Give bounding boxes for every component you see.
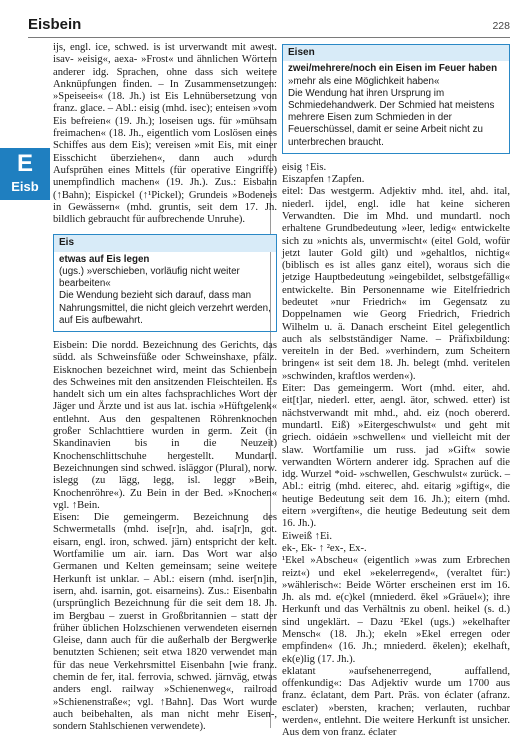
entry-eitel: eitel: Das westgerm. Adjektiv mhd. itel, ahd. ital, niederl. ijdel, engl. idle hat keine sicheren Verwandten. Die im Mhd. und mundartl. noch erhaltene Grundbedeutung »leer, ledig« entwickelte sich zu »nichts als, unvermischt« (eitel Gold, wofür jetzt lauter Gold gilt) und »gehaltlos, nichtig« (biblisch es ist alles ganz eitel), woraus sich die jetzige Hauptbedeutung »eingebildet, selbstgefällig« entwickelte. Bin Personenname wie Eitelfriedrich bedeutet »nur Friedrich« im Gegensatz zu Doppelnamen wie Georg Friedrich, Friedrich Wilhelm u. ä. Danach erscheint Eitel gelegentlich auch als selbstständiger Name. – Präfixbildung: vereiteln in der Bed. »verhindern, zum Scheitern bringen« ist seit dem 18. Jh. belegt (mhd. veritelen »schwinden, kraftlos werden«). [282, 186, 510, 382]
idiom-note: Die Wendung bezieht sich darauf, dass man Nahrungsmittel, die nicht gleich verzehrt werden, auf Eis aufbewahrt. [59, 290, 271, 326]
idiom-box-eis [53, 234, 277, 332]
right-column [282, 42, 510, 740]
entry-eisen: Eisen: Die gemeingerm. Bezeichnung des Schwermetalls (mhd. ise[r]n, ahd. isa[r]n, got. eisarn, engl. iron, schwed. järn) entspricht der kelt. Wortfamilie um air. iarn. Das Wort war also Germanen und Kelten gemeinsam; seine weitere Herkunft ist unklar. – Abl.: eisern (mhd. iser[n]in, isern, ahd. isarnin, got. eisarneins). Zus.: Eisenbahn (ursprünglich Bezeichnung für die seit dem 18. Jh. im Bergbau – zuerst in Großbritannien – statt der früher üblichen Holzschienen verwendeten eisernen Gleise, dann auch für die außerhalb der Bergwerke benutzten Schienen; seit etwa 1820 verwendet man für das neue Verkehrsmittel Eisenbahn [wie franz. chemin de fer, ital. ferrovia, schwed. järnväg, etwas anders engl. railway »Schienenweg«, railroad »Schienenstraße«; vgl. ↑Bahn]. Das Wort wurde auch beibehalten, als man nicht mehr Eisen-, sondern Stahlschienen verwendete). [53, 512, 277, 733]
thumb-index-letter: E [16, 150, 33, 177]
idiom-note: Die Wendung hat ihren Ursprung im Schmiedehandwerk. Der Schmied hat meistens mehrere Eisen zum Schmieden in der Feuerschüssel, damit er seine Arbeit nicht zu unterbrechen braucht. [288, 87, 495, 148]
entry-eklatant: eklatant »aufsehenerregend, auffallend, offenkundig«: Das Adjektiv wurde um 1700 aus franz. éclatant, dem Part. Präs. von éclater (afranz. esclater) »bersten, krachen; verlauten, ruchbar werden«, entlehnt. Die weitere Herkunft ist unsicher. Aus dem von franz. éclater [282, 665, 510, 739]
entry-ek: ek-, Ek- ↑ ²ex-, Ex-. [282, 542, 367, 554]
entry-ekel: ¹Ekel »Abscheu« (eigentlich »was zum Erbrechen reizt«) und ekel »ekelerregend«, (veraltet für:) »wählerisch«: Beide Wörter erscheinen erst im 16. Jh. als md. e(c)kel (mniederd. ēkel »Gräuel«); ihre Herkunft und das Verhältnis zu obenl. heikel (s. d.) sind ungeklärt. – Dazu ²Ekel (ugs.) »ekelhafter Mensch« (18. Jh.); ekeln »Ekel erregen oder empfinden« (16. Jh.; mniederd. ēkelen); ekelhaft, ek(e)lig (17. Jh.). [282, 555, 510, 665]
idiom-phrase: zwei/mehrere/noch ein Eisen im Feuer haben [288, 63, 498, 75]
left-column [53, 42, 277, 733]
idiom-box-title: Eis [54, 235, 276, 251]
idiom-box-body [283, 61, 509, 152]
entry-eiweiss: Eiweiß ↑Ei. [282, 530, 333, 542]
entry-eiszapfen: Eiszapfen ↑Zapfen. [282, 174, 365, 186]
header-rule [28, 37, 510, 38]
idiom-box-body [54, 252, 276, 331]
idiom-box-title: Eisen [283, 45, 509, 61]
idiom-explanation: »mehr als eine Möglichkeit haben« [288, 75, 440, 87]
head-word: Eisbein [28, 16, 82, 33]
idiom-phrase: etwas auf Eis legen [59, 253, 150, 265]
idiom-box-eisen [282, 44, 510, 154]
entry-eisig: eisig ↑Eis. [282, 161, 327, 173]
entry-eiter: Eiter: Das gemeingerm. Wort (mhd. eiter, ahd. eit[t]ar, niederl. etter, aengl. ätor, schwed. etter) ist nächstverwandt mit mhd., ahd. eiz (noch obererd. mundartl. Eiß) »Eitergeschwulst« und geht mit griech. oidáein »schwellen« und vielleicht mit der slaw. Wortfamilie um russ. jad »Gift« sowie verwandten Wörtern anderer idg. Sprachen auf die idg. Wurzel *oid- »schwellen, Geschwulst« zurück. – Abl.: eitrig (mhd. eiterec, ahd. eitarig »giftig«, die heutige Bedeutung seit dem 16. Jh.); eitern (mhd. eitern »vergiften«, die heutige Bedeutung seit dem 16. Jh.). [282, 383, 510, 530]
entry-eis-continuation: ijs, engl. ice, schwed. is ist urverwandt mit awest. isav- »eisig«, aexa- »Frost« und ähnlichen Wörtern anderer idg. Sprachen, ohne dass sich weitere Anknüpfungen finden. – In Zusammensetzungen: »Speiseeis« (18. Jh.) ist Eis Lehnübersetzung von franz. glace. – Abl.: eisig (mhd. isec); enteisen »vom Eis befreien« (19. Jh.); loseisen ugs. für »mühsam freimachen« (18. Jh., eigentlich vom Loslösen eines Schiffes aus dem Eis); vereisen »mit Eis, mit einer Eisschicht überziehen«, dann auch »durch Aufsprühen eines Mittels (für operative Eingriffe) unempfindlich machen« (19. Jh.). Zus.: Eisbahn (↑Bahn); Eispickel (↑¹Pickel); Grundeis »Bodeneis in Gewässern« (mhd. gruntis, seit dem 17. Jh. bildlich gebraucht für aufbrechende Unruhe). [53, 42, 277, 226]
idiom-explanation: (ugs.) »verschieben, vorläufig nicht weiter bearbeiten« [59, 265, 240, 290]
thumb-index-word: Eisb [11, 179, 39, 194]
entry-eisbein: Eisbein: Die nordd. Bezeichnung des Gerichts, das südd. als Schweinsfüße oder Schweinshaxe, pfälz. Eisknochen bezeichnet wird, meint das Schienbein des Schweines mit den ansitzenden Fleischteilen. Es handelt sich um ein altes fachsprachliches Wort der Jäger und Ärzte und ist aus lat. ischia »Hüftgelenk« entlehnt. Aus den gespaltenen Röhrenknochen großer Schlachttiere wurden in germ. Zeit (in Skandinavien bis in die Neuzeit) Knochenschlittschuhe hergestellt. Mundartl. Bezeichnungen sind schwed. isläggor (Plural), norw. islegg (zu lägg, legg, isl. leggr »Bein, Knochenröhre«). Zu Bein in der Bed. »Knochen« vgl. ↑Bein. [53, 339, 277, 511]
page-number: 228 [492, 20, 510, 32]
thumb-index-tab [0, 148, 50, 200]
